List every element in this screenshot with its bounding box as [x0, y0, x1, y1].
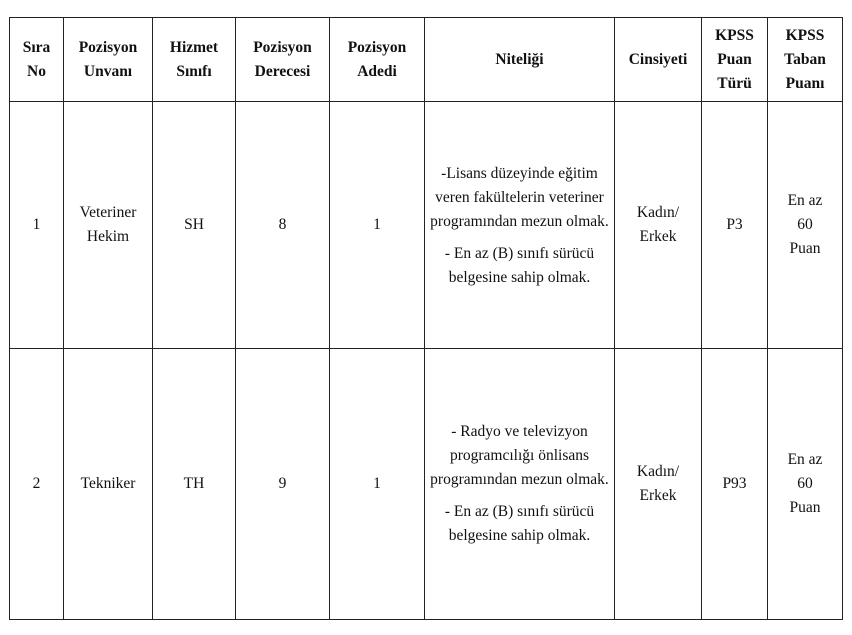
cell-derece: 8: [236, 102, 330, 349]
header-kpss-taban-puani: KPSS Taban Puanı: [768, 18, 843, 102]
header-pozisyon-unvani: Pozisyon Unvanı: [64, 18, 153, 102]
cell-taban-puan: En az 60 Puan: [768, 102, 843, 349]
nitelik-item: - Radyo ve televizyon programcılığı önlisans programından mezun olmak.: [430, 423, 609, 488]
cell-cinsiyet: Kadın/ Erkek: [615, 349, 702, 620]
cell-puan-turu: P3: [702, 102, 768, 349]
header-kpss-puan-turu: KPSS Puan Türü: [702, 18, 768, 102]
header-cinsiyeti: Cinsiyeti: [615, 18, 702, 102]
cell-puan-turu: P93: [702, 349, 768, 620]
nitelik-item: - En az (B) sınıfı sürücü belgesine sahip olmak.: [444, 503, 595, 544]
cell-sira: 2: [10, 349, 64, 620]
cell-adet: 1: [330, 102, 425, 349]
header-hizmet-sinifi: Hizmet Sınıfı: [153, 18, 236, 102]
table-row: [10, 102, 843, 349]
header-pozisyon-adedi: Pozisyon Adedi: [330, 18, 425, 102]
header-sira-no: Sıra No: [10, 18, 64, 102]
cell-sira: 1: [10, 102, 64, 349]
cell-hizmet: TH: [153, 349, 236, 620]
positions-table: [9, 17, 843, 620]
cell-derece: 9: [236, 349, 330, 620]
table-row: [10, 349, 843, 620]
cell-hizmet: SH: [153, 102, 236, 349]
header-pozisyon-derecesi: Pozisyon Derecesi: [236, 18, 330, 102]
cell-taban-puan: En az 60 Puan: [768, 349, 843, 620]
cell-cinsiyet: Kadın/ Erkek: [615, 102, 702, 349]
nitelik-item: - En az (B) sınıfı sürücü belgesine sahip olmak.: [444, 245, 595, 286]
cell-nitelik: [425, 349, 615, 620]
cell-nitelik: [425, 102, 615, 349]
table-header-row: [10, 18, 843, 102]
header-niteligi: Niteliği: [425, 18, 615, 102]
cell-unvan: Veteriner Hekim: [64, 102, 153, 349]
cell-adet: 1: [330, 349, 425, 620]
nitelik-item: -Lisans düzeyinde eğitim veren fakültelerin veteriner programından mezun olmak.: [430, 165, 609, 230]
cell-unvan: Tekniker: [64, 349, 153, 620]
